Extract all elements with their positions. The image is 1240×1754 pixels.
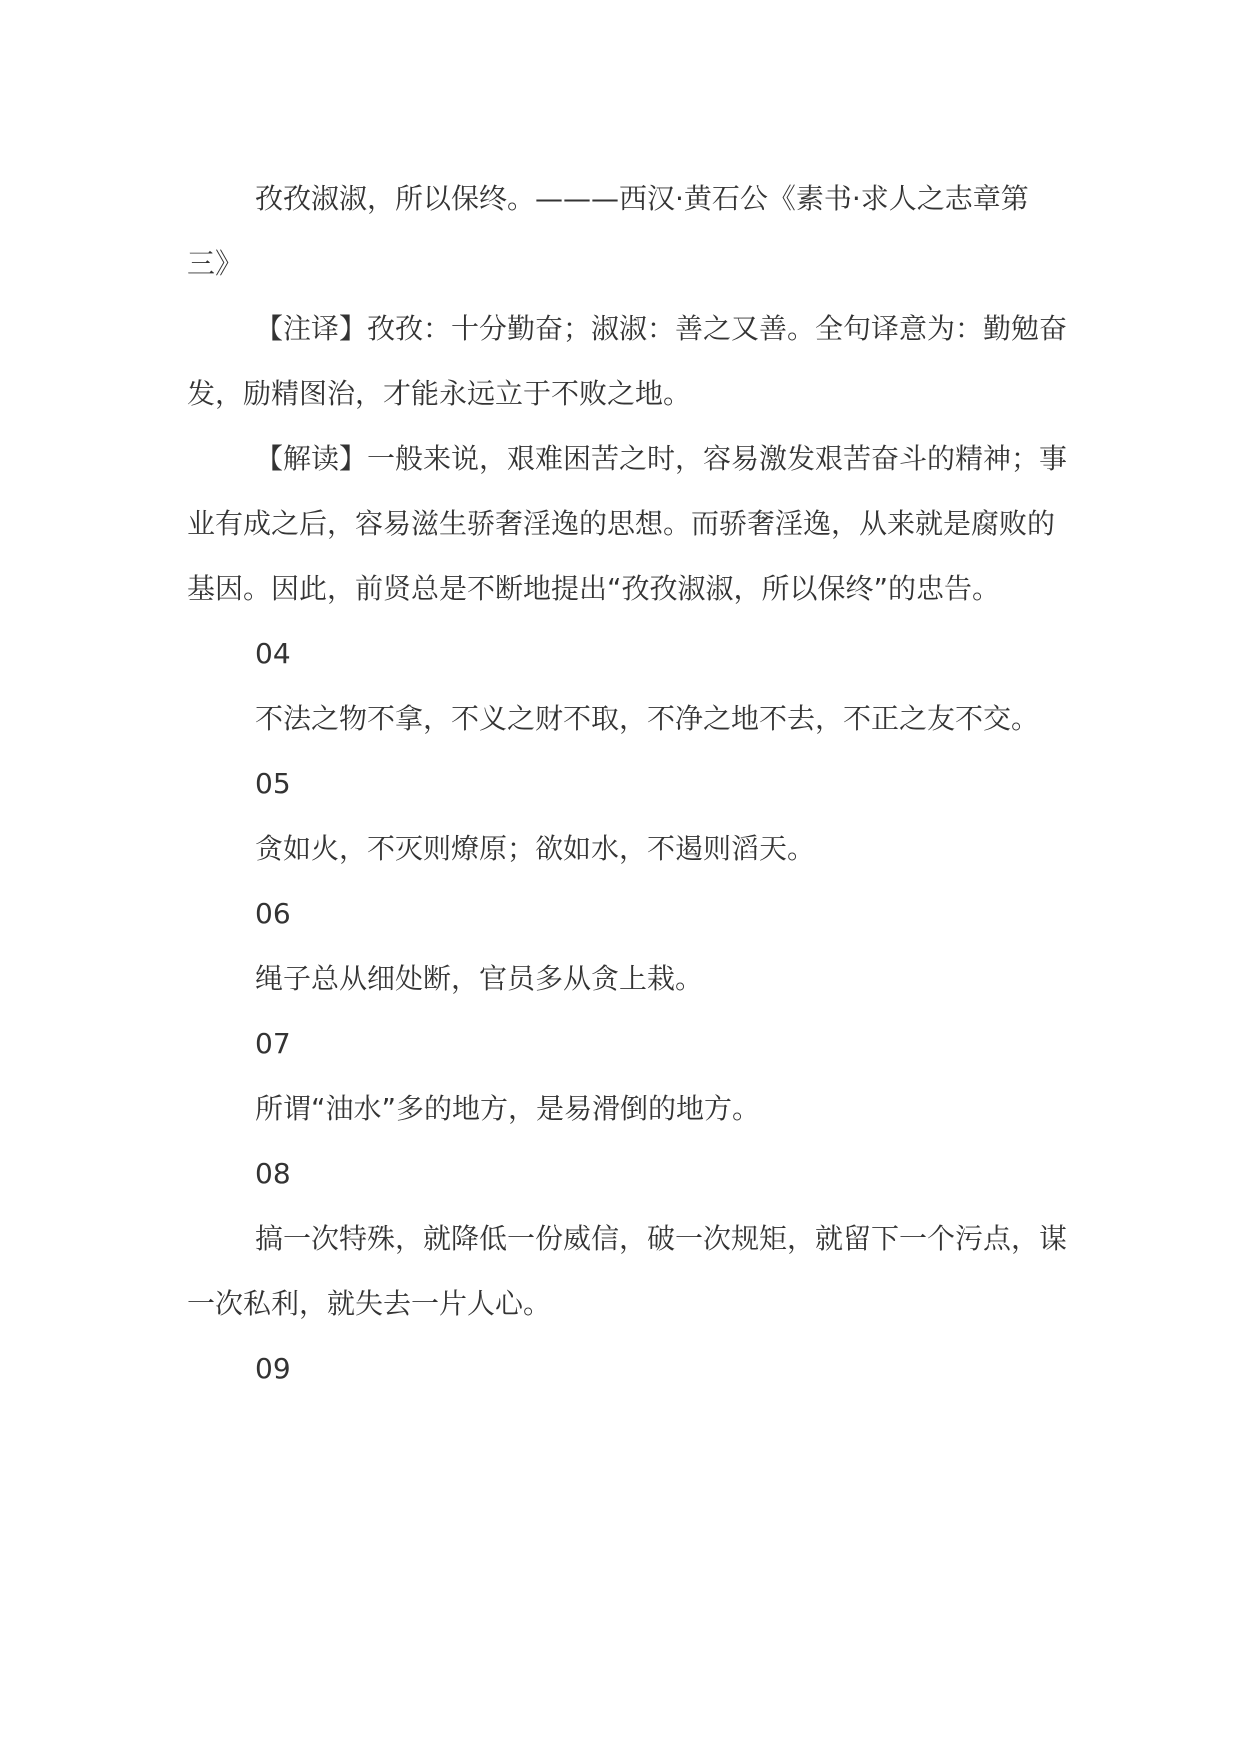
- maxim-paragraph: 绳子总从细处断，官员多从贪上栽。: [255, 962, 704, 995]
- section-number: 05: [255, 767, 291, 800]
- section-number: 09: [255, 1352, 291, 1385]
- maxim-paragraph: 不法之物不拿，不义之财不取，不净之地不去，不正之友不交。: [255, 702, 1040, 735]
- maxim-paragraph: 所谓“油水”多的地方，是易滑倒的地方。: [255, 1092, 761, 1125]
- section-number: 04: [255, 637, 291, 670]
- maxim-paragraph: 搞一次特殊，就降低一份威信，破一次规矩，就留下一个污点，谋一次私利，就失去一片人心。: [187, 1222, 1068, 1320]
- document-body: [187, 166, 1067, 1401]
- section-number: 08: [255, 1157, 291, 1190]
- section-number: 06: [255, 897, 291, 930]
- annotation-paragraph: 【注译】孜孜：十分勤奋；淑淑：善之又善。全句译意为：勤勉奋发，励精图治，才能永远立于不败之地。: [187, 312, 1068, 410]
- section-number: 07: [255, 1027, 291, 1060]
- quote-paragraph: 孜孜淑淑，所以保终。———西汉·黄石公《素书·求人之志章第三》: [187, 182, 1029, 280]
- interpretation-paragraph: 【解读】一般来说，艰难困苦之时，容易激发艰苦奋斗的精神；事业有成之后，容易滋生骄奢淫逸的思想。而骄奢淫逸，从来就是腐败的基因。因此，前贤总是不断地提出“孜孜淑淑，所以保终”的忠告。: [187, 442, 1068, 605]
- maxim-paragraph: 贪如火，不灭则燎原；欲如水，不遏则滔天。: [255, 832, 816, 865]
